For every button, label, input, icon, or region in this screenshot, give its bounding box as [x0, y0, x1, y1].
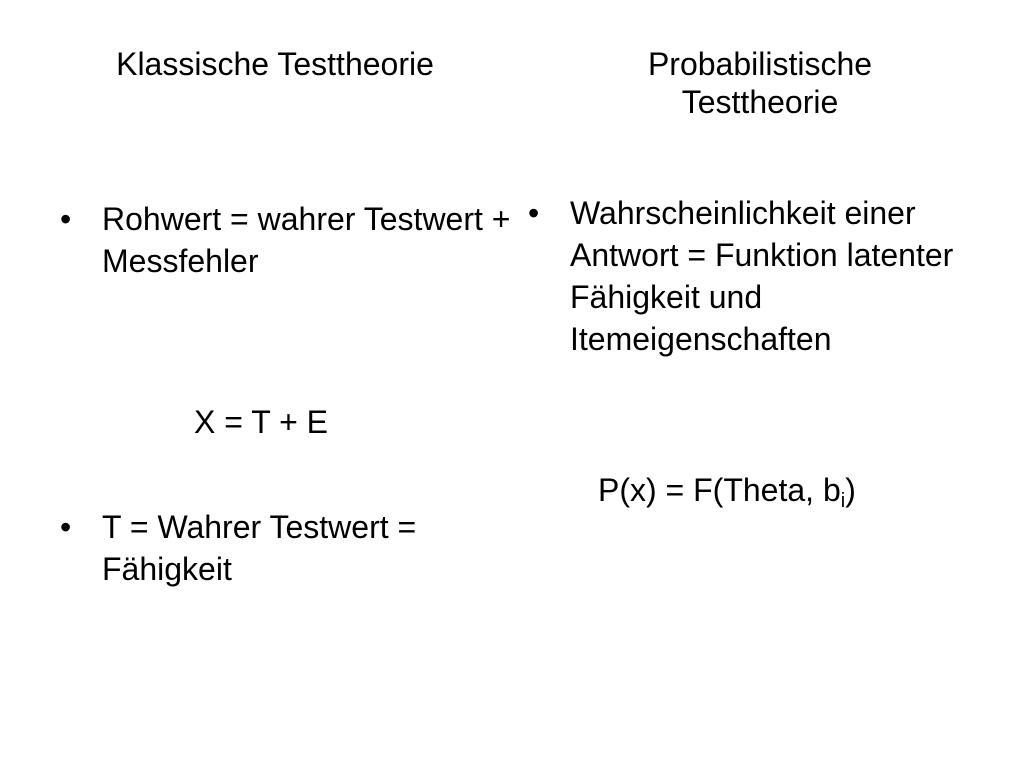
bullet-dot-icon: • [60, 509, 72, 545]
left-bullet-raw-score [60, 198, 520, 282]
right-title-line-1: Probabilistische [647, 46, 873, 82]
left-bullet-raw-score-text: Rohwert = wahrer Testwert + Messfehler [102, 201, 511, 279]
bullet-dot-icon: • [60, 201, 72, 237]
right-formula-main: P(x) = F(Theta, b [598, 472, 841, 508]
right-formula-subscript: i [840, 490, 846, 512]
bullet-dot-icon: • [528, 195, 540, 231]
left-formula: X = T + E [194, 404, 329, 440]
left-column-title: Klassische Testtheorie [116, 46, 434, 82]
right-title-line-2: Testtheorie [681, 84, 839, 120]
left-bullet-true-score-text: T = Wahrer Testwert = Fähigkeit [102, 509, 417, 587]
right-bullet-probability-text: Wahrscheinlichkeit einer Antwort = Funktion latenter Fähigkeit und Itemeigenschaften [570, 195, 954, 357]
right-formula-close: ) [845, 472, 856, 508]
left-bullet-true-score [60, 506, 520, 590]
right-column-title [540, 45, 980, 121]
right-formula [598, 471, 856, 512]
right-bullet-probability [528, 192, 968, 360]
